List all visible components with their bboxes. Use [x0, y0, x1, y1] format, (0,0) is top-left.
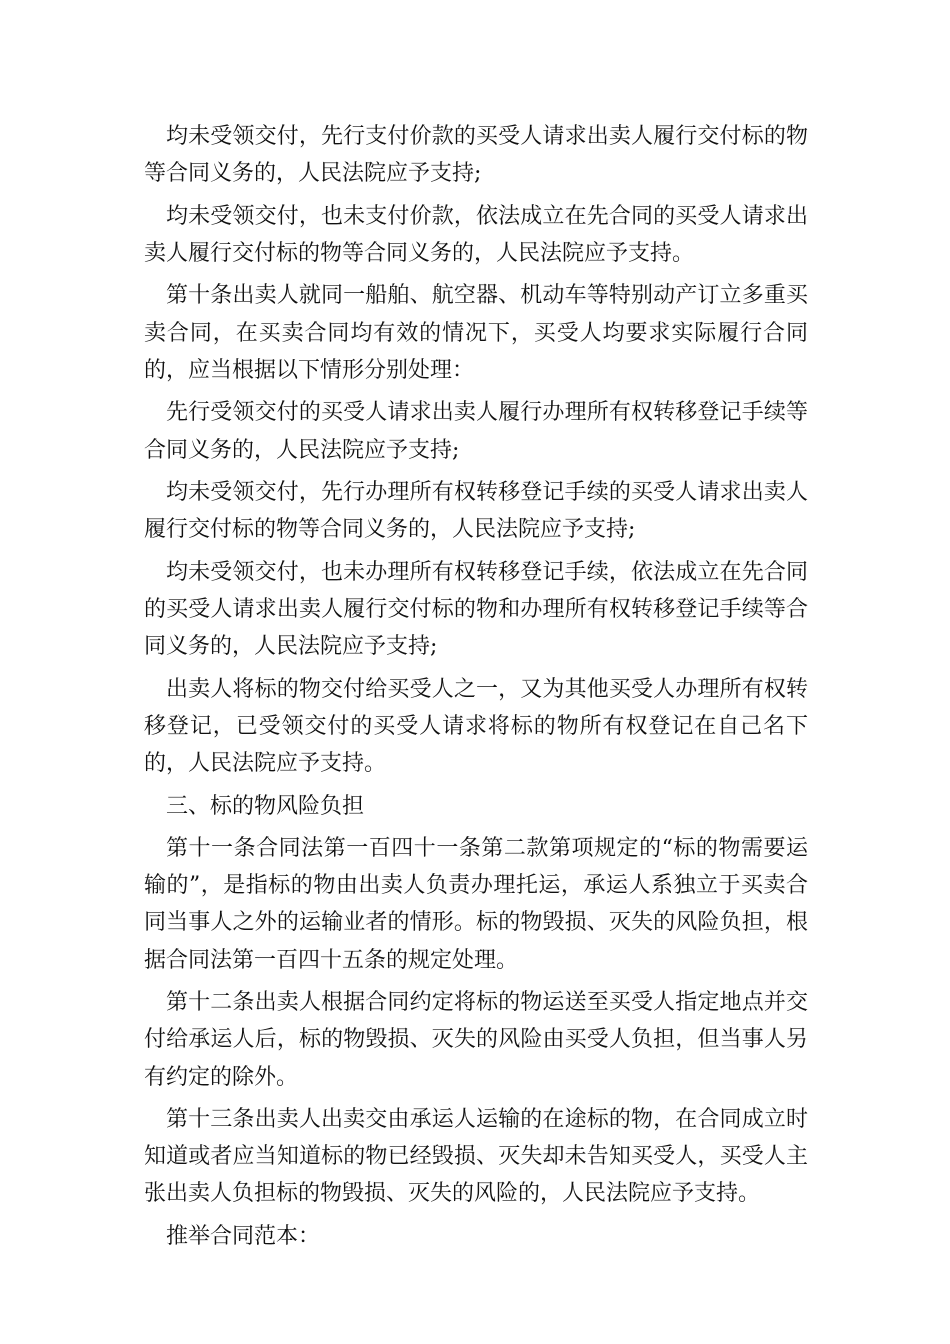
article-12-paragraph: 第十二条出卖人根据合同约定将标的物运送至买受人指定地点并交付给承运人后，标的物毁损、灭失的风险由买受人负担，但当事人另有约定的除外。	[144, 990, 808, 1090]
document-body	[144, 118, 808, 1260]
paragraph: 均未受领交付，也未支付价款，依法成立在先合同的买受人请求出卖人履行交付标的物等合同义务的，人民法院应予支持。	[144, 203, 808, 266]
paragraph: 均未受领交付，也未办理所有权转移登记手续，依法成立在先合同的买受人请求出卖人履行交付标的物和办理所有权转移登记手续等合同义务的，人民法院应予支持;	[144, 559, 808, 660]
paragraph: 均未受领交付，先行支付价款的买受人请求出卖人履行交付标的物等合同义务的，人民法院应予支持;	[144, 124, 808, 187]
paragraph: 均未受领交付，先行办理所有权转移登记手续的买受人请求出卖人履行交付标的物等合同义务的，人民法院应予支持;	[144, 480, 808, 543]
article-10-paragraph: 第十条出卖人就同一船舶、航空器、机动车等特别动产订立多重买卖合同，在买卖合同均有效的情况下，买受人均要求实际履行合同的，应当根据以下情形分别处理：	[144, 283, 808, 383]
article-11-paragraph: 第十一条合同法第一百四十一条第二款第项规定的“标的物需要运输的”，是指标的物由出卖人负责办理托运，承运人系独立于买卖合同当事人之外的运输业者的情形。标的物毁损、灭失的风险负担，根据合同法第一百四十五条的规定处理。	[144, 836, 808, 973]
section-heading: 三、标的物风险负担	[166, 793, 365, 819]
article-13-paragraph: 第十三条出卖人出卖交由承运人运输的在途标的物，在合同成立时知道或者应当知道标的物已经毁损、灭失却未告知买受人，买受人主张出卖人负担标的物毁损、灭失的风险的，人民法院应予支持。	[144, 1107, 808, 1207]
paragraph: 出卖人将标的物交付给买受人之一，又为其他买受人办理所有权转移登记，已受领交付的买受人请求将标的物所有权登记在自己名下的，人民法院应予支持。	[144, 676, 808, 777]
template-recommendation-line: 推举合同范本：	[166, 1223, 321, 1249]
paragraph: 先行受领交付的买受人请求出卖人履行办理所有权转移登记手续等合同义务的，人民法院应予支持;	[144, 400, 808, 463]
